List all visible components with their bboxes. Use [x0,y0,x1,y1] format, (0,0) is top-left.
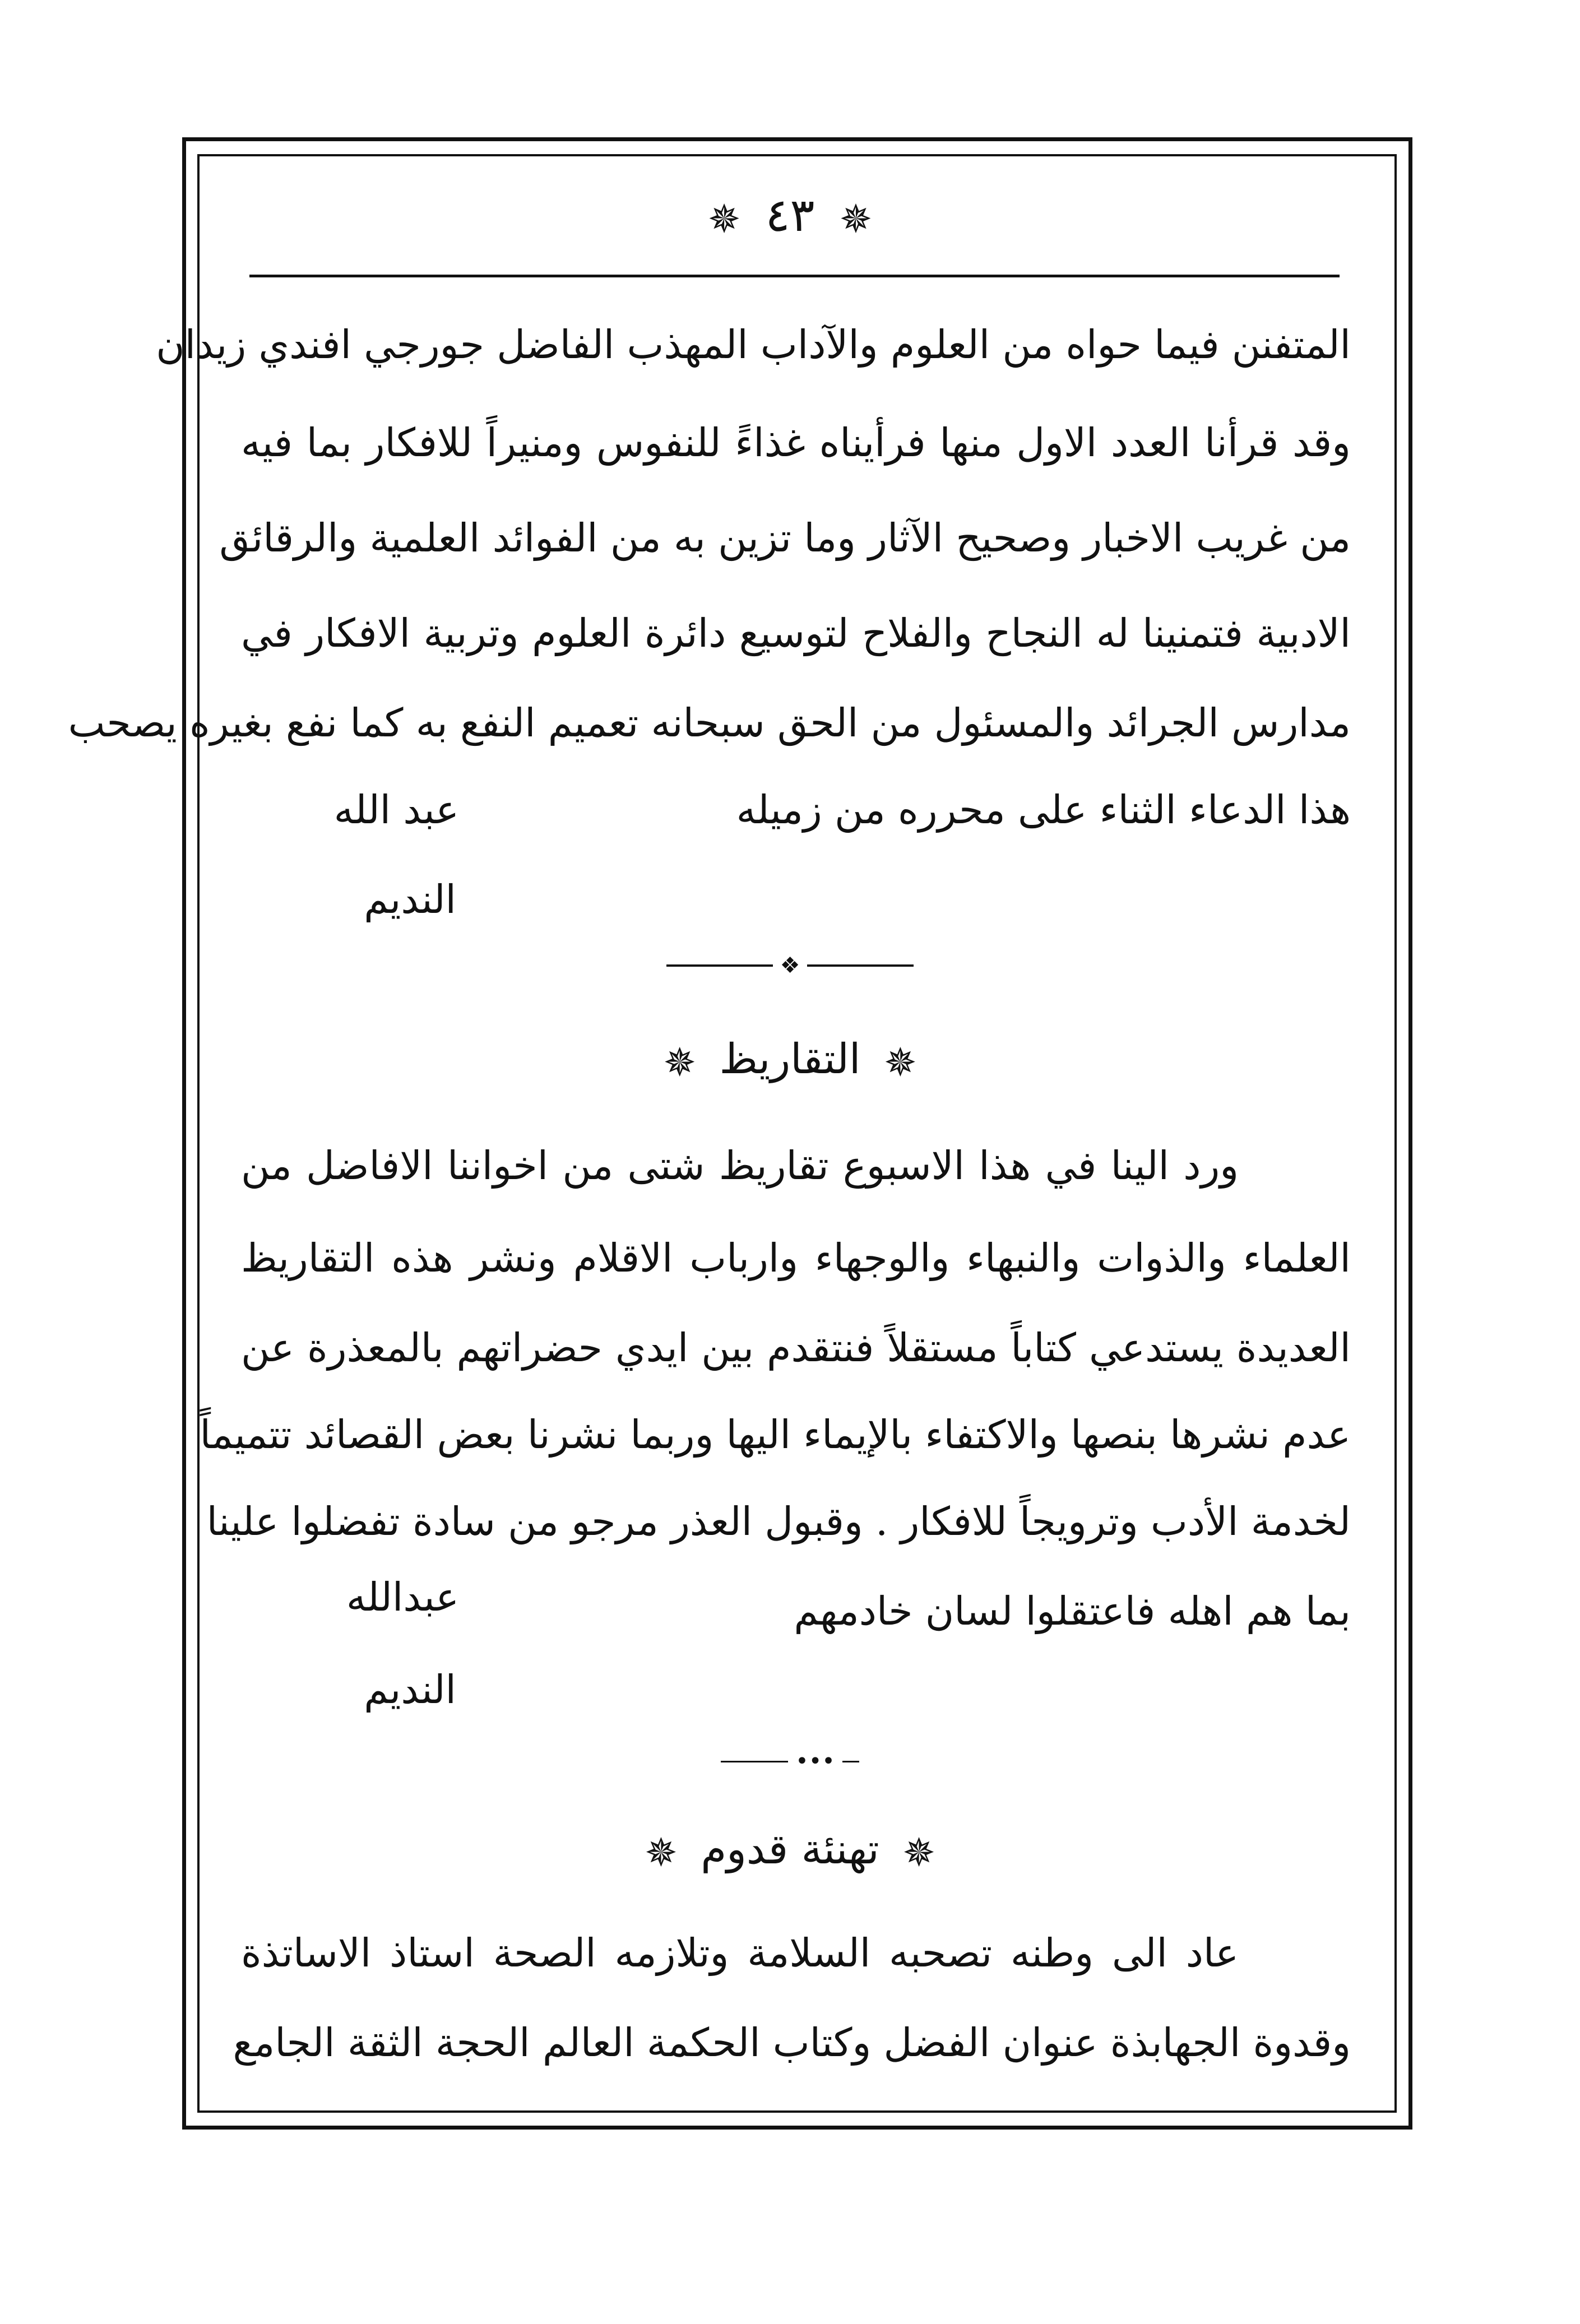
section2-line-6: بما هم اهله فاعتقلوا لسان خادمهم [794,1588,1351,1634]
flourish-ornament-right: ✵ [839,196,873,242]
section2-line-4: عدم نشرها بنصها والاكتفاء بالإيماء اليها وربما نشرنا بعض القصائد تتميماً [200,1412,1351,1458]
page-number: ٤٣ [765,189,815,242]
section2-heading [0,1026,1580,1096]
header-rule [249,275,1340,277]
section1-line-2: وقد قرأنا العدد الاول منها فرأيناه غذاءً للنفوس ومنيراً للافكار بما فيه [241,420,1351,466]
section2-signature-surname: النديم [364,1667,456,1713]
section1-line-1: المتفنن فيما حواه من العلوم والآداب المهذب الفاضل جورجي افندي زيدان [156,322,1351,368]
heading-ornament-left: ✵ [884,1039,917,1086]
section2-heading-text: التقاريظ [719,1035,861,1083]
section1-line-4: الادبية فتمنينا له النجاح والفلاح لتوسيع دائرة العلوم وتربية الافكار في [241,610,1351,656]
section1-line-6: هذا الدعاء الثناء على محرره من زميله [736,787,1351,833]
section3-heading [0,1816,1580,1886]
heading3-ornament-left: ✵ [902,1829,935,1876]
section3-line-1: عاد الى وطنه تصحبه السلامة وتلازمه الصحة استاذ الاساتذة [241,1930,1239,1976]
section2-signature-name: عبدالله [346,1574,459,1620]
section3-heading-text: تهنئة قدوم [701,1825,879,1873]
separator-dots: ••• [795,1748,835,1774]
section2-line-5: لخدمة الأدب وترويجاً للافكار . وقبول العذر مرجو من سادة تفضلوا علينا [206,1499,1351,1544]
section1-line-3: من غريب الاخبار وصحيح الآثار وما تزين به من الفوائد العلمية والرقائق [219,515,1351,561]
page-number-header [0,185,1580,250]
section1-line-5: مدارس الجرائد والمسئول من الحق سبحانه تعميم النفع به كما نفع بغيره يصحب [68,700,1351,746]
flourish-ornament-left: ✵ [707,196,741,242]
section2-line-1: ورد الينا في هذا الاسبوع تقاريظ شتى من اخواننا الافاضل من [241,1143,1239,1189]
section1-signature-surname: النديم [364,876,456,922]
heading3-ornament-right: ✵ [645,1829,678,1876]
section-separator-1 [0,953,1580,977]
section2-line-2: العلماء والذوات والنبهاء والوجهاء وارباب الاقلام ونشر هذه التقاريظ [241,1235,1351,1281]
section3-line-2: وقدوة الجهابذة عنوان الفضل وكتاب الحكمة العالم الحجة الثقة الجامع [233,2020,1351,2066]
section2-line-3: العديدة يستدعي كتاباً مستقلاً فنتقدم بين ايدي حضراتهم بالمعذرة عن [241,1325,1351,1371]
separator-center-ornament: ❖ [780,953,800,978]
section-separator-2 [0,1748,1580,1773]
heading-ornament-right: ✵ [663,1039,696,1086]
section1-signature-name: عبد الله [333,787,459,833]
